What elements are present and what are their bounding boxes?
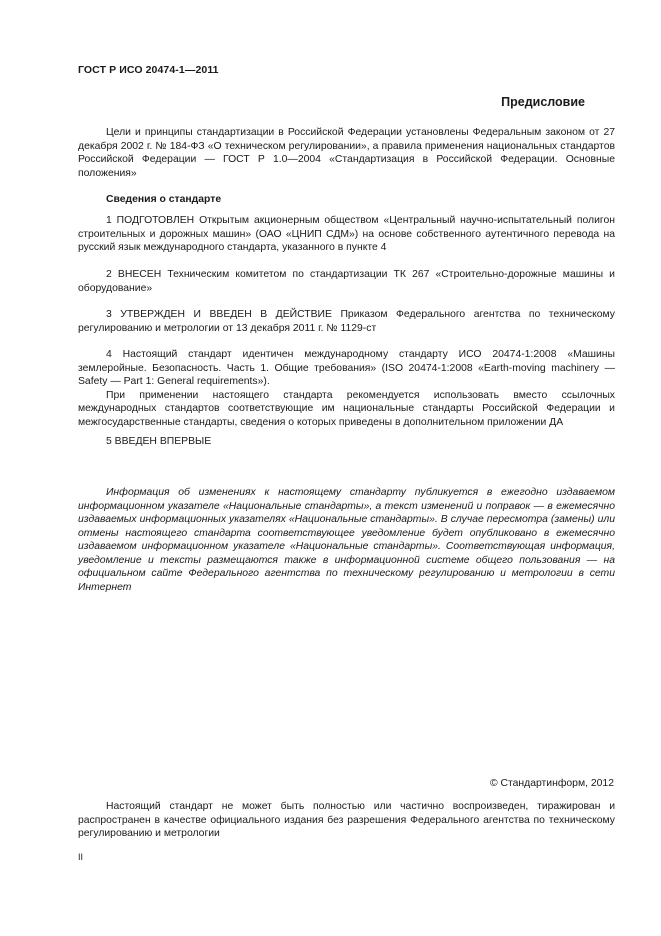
footer-paragraph: Настоящий стандарт не может быть полностью или частично воспроизведен, тиражирован и распространен в качестве официального издания без разрешения Федерального агентства по техническому регулированию и метрологии: [78, 801, 615, 839]
info-heading: Сведения о стандарте: [106, 194, 222, 205]
intro-paragraph: Цели и принципы стандартизации в Российской Федерации установлены Федеральным законом от 27 декабря 2002 г. № 184-ФЗ «О техническом регулировании», а правила применения национальных стандартов Российской Федерации — ГОСТ Р 1.0—2004 «Стандартизация в Российской Федерации. Основные положения»: [78, 127, 615, 179]
footer-section: [78, 800, 615, 841]
item-4-text: 4 Настоящий стандарт идентичен международному стандарту ИСО 20474-1:2008 «Машины землеройные. Безопасность. Часть 1. Общие требования» (ISO 20474-1:2008 «Earth-moving machinery — Safety — Part 1: General requirements»).: [78, 349, 615, 387]
page-number: II: [78, 852, 84, 862]
item-2-text: 2 ВНЕСЕН Техническим комитетом по стандартизации ТК 267 «Строительно-дорожные машины и оборудование»: [78, 269, 615, 294]
notice-paragraph: Информация об изменениях к настоящему стандарту публикуется в ежегодно издаваемом информационном указателе «Национальные стандарты», а текст изменений и поправок — в ежемесячно издаваемых информационных указателях «Национальные стандарты». В случае пересмотра (замены) или отмены настоящего стандарта соответствующее уведомление будет опубликовано в ежемесячно издаваемом информационном указателе «Национальные стандарты». Соответствующая информация, уведомление и тексты размещаются также в информационной системе общего пользования — на официальном сайте Федерального агентства по техническому регулированию и метрологии в сети Интернет: [78, 487, 615, 593]
standard-code-header: ГОСТ Р ИСО 20474-1—2011: [78, 64, 219, 76]
item-3: [78, 308, 615, 335]
item-3-text: 3 УТВЕРЖДЕН И ВВЕДЕН В ДЕЙСТВИЕ Приказом Федерального агентства по техническому регулированию и метрологии от 13 декабря 2011 г. № 1129-ст: [78, 309, 615, 334]
page-title: Предисловие: [501, 95, 585, 109]
item-1-text: 1 ПОДГОТОВЛЕН Открытым акционерным обществом «Центральный научно-испытательный полигон строительных и дорожных машин» (ОАО «ЦНИП СДМ») на основе собственного аутентичного перевода на русский язык международного стандарта, указанного в пункте 4: [78, 215, 615, 253]
copyright: © Стандартинформ, 2012: [489, 778, 614, 789]
item-4-note: При применении настоящего стандарта рекомендуется использовать вместо ссылочных международных стандартов соответствующие им национальные стандарты Российской Федерации и межгосударственные стандарты, сведения о которых приведены в дополнительном приложении ДА: [78, 389, 615, 428]
intro-section: [78, 126, 615, 180]
item-4: [78, 348, 615, 429]
notice-section: [78, 486, 615, 594]
item-2: [78, 268, 615, 295]
item-5: [78, 435, 615, 449]
item-1: [78, 214, 615, 255]
item-5-text: 5 ВВЕДЕН ВПЕРВЫЕ: [106, 436, 212, 447]
